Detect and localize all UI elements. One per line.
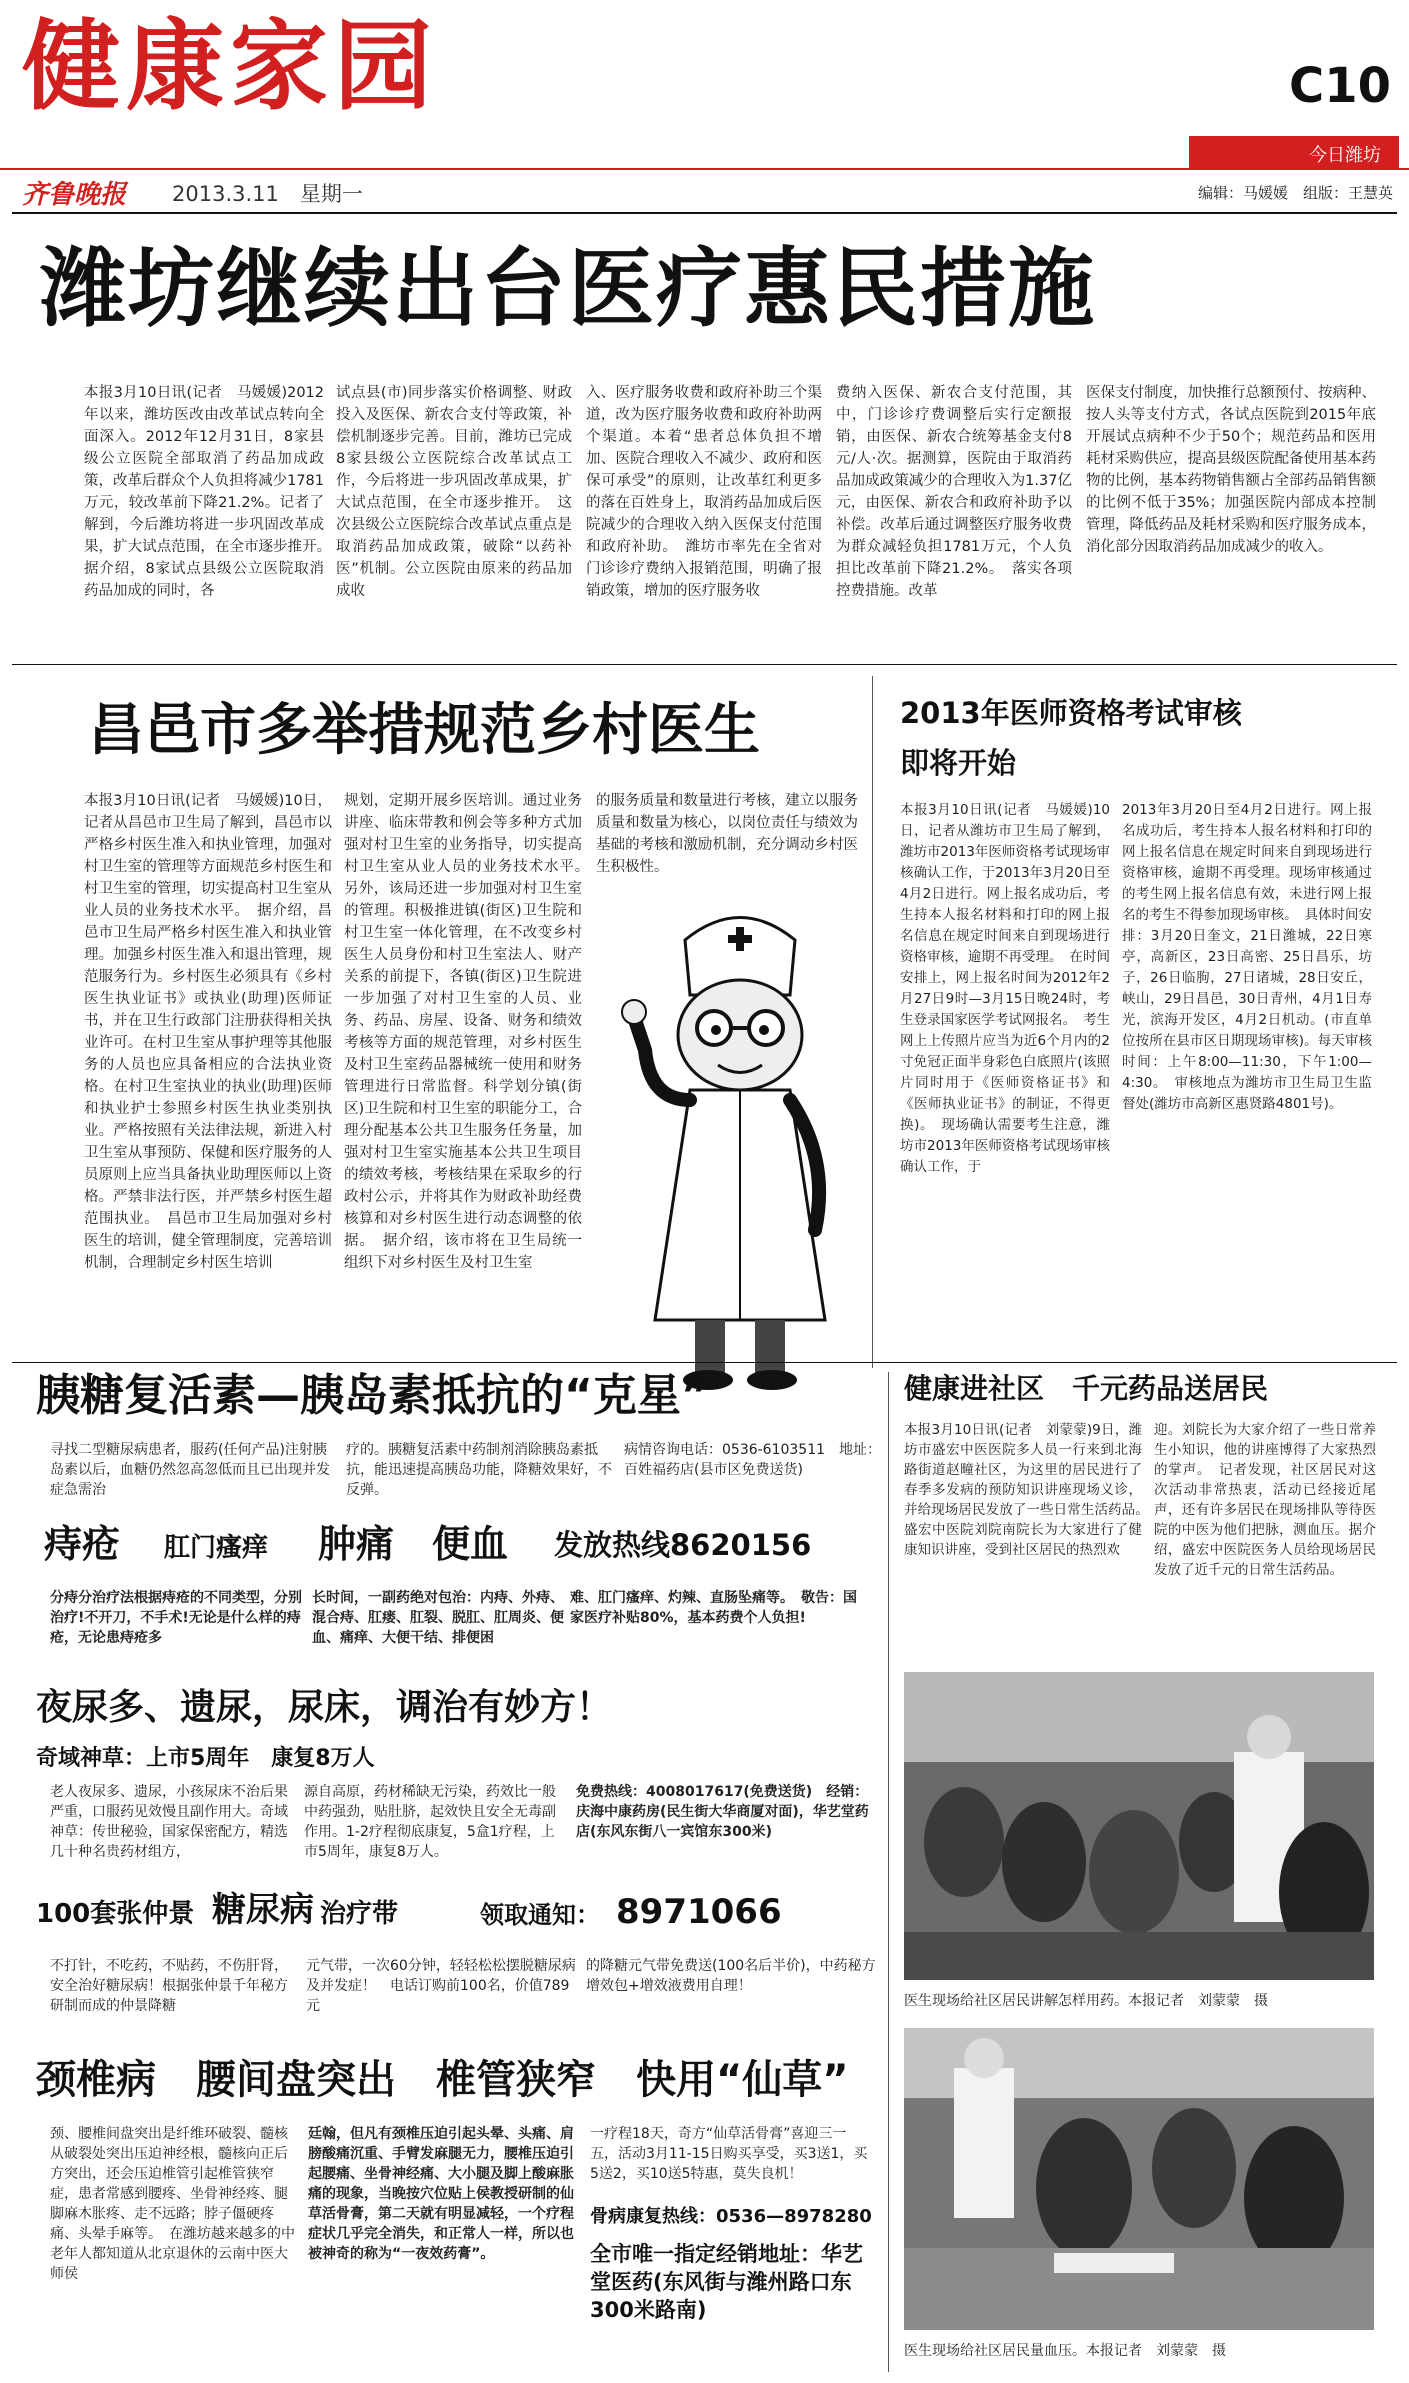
diabetes-ad-keyword: 糖尿病 — [212, 1890, 314, 1930]
exam-headline-line1: 2013年医师资格考试审核 — [900, 696, 1242, 730]
hemorrhoid-ad-term-4: 便血 — [432, 1522, 509, 1566]
community-photo-2-caption: 医生现场给社区居民量血压。本报记者 刘蒙蒙 摄 — [904, 2343, 1226, 2359]
page-number: C10 — [1288, 58, 1391, 114]
hemorrhoid-ad-hotline[interactable]: 发放热线8620156 — [554, 1528, 812, 1562]
nocturia-ad-contact: 免费热线：4008017617(免费送货) 经销：庆海中康药房(民生街大华商厦对面)，华艺堂药店(东风东街八一宾馆东300米) — [576, 1784, 869, 1840]
cervical-ad-headline: 颈椎病 腰间盘突出 椎管狭窄 快用“仙草” — [36, 2057, 849, 2103]
cervical-ad-column-1: 颈、腰椎间盘突出是纤维环破裂、髓核从破裂处突出压迫神经根，髓核向正后方突出，还会压迫椎管引起椎管狭窄症，患者常感到腰疼、坐骨神经疼、腿脚麻木胀疼、走不远路；脖子僵硬疼痛、头晕手麻等。 在潍坊越来越多的中老年人都知道从北京退休的云南中医大师侯 — [50, 2126, 295, 2282]
doctor-cartoon-illustration — [590, 900, 890, 1400]
lead-bottom-rule — [12, 664, 1397, 665]
diabetes-ad-column-1: 不打针，不吃药，不贴药，不伤肝肾，安全治好糖尿病！根据张仲景千年秘方研制而成的仲景降糖 — [50, 1958, 288, 2014]
exam-column-2: 2013年3月20日至4月2日进行。网上报名成功后，考生持本人报名材料和打印的网上报名信息在规定时间来自到现场进行资格审核，逾期不再受理。现场审核通过的考生网上报名信息有效，未进行网上报名的考生不得参加现场审核。 具体时间安排：3月20日奎文，21日潍城，22日寒亭，高新区，23日高密、25日昌乐，坊子，26日临朐，27日诸城，28日安丘，峡山，29日昌邑，30日青州，4月1日寿光，滨海开发区，4月2日机动。(市直单位按所在县市区日期现场审核)。每天审核时间：上午8:00—11:30，下午1:00—4:30。 审核地点为潍坊市卫生局卫生监督处(潍坊市高新区惠贤路4801号)。 — [1122, 802, 1372, 1112]
diabetes-ad-phone[interactable]: 8971066 — [616, 1892, 782, 1932]
hemorrhoid-ad-term-3: 肿痛 — [318, 1522, 395, 1566]
changyi-column-2: 规划，定期开展乡医培训。通过业务讲座、临床带教和例会等多种方式加强对村卫生室的业务指导，切实提高村卫生室从业人员的业务技术水平。 另外，该局还进一步加强对村卫生室的管理。积极推进镇(街区)卫生院和村卫生室一体化管理，在不改变乡村医生人员身份和村卫生室法人、财产关系的前提下，各镇(街区)卫生院进一步加强了对村卫生室的人员、业务、药品、房屋、设备、财务和绩效考核等方面的规范管理，对乡村医生及村卫生室药品器械统一使用和财务管理进行日常监督。科学划分镇(街区)卫生院和村卫生室的职能分工，合理分配基本公共卫生服务任务量，加强对村卫生室实施基本公共卫生项目的绩效考核，考核结果在采取乡的行政村公示，并将其作为财政补助经费核算和对乡村医生进行动态调整的依据。 据介绍，该市将在卫生局统一组织下对乡村医生及村卫生室 — [344, 793, 597, 1271]
nocturia-ad-column-1: 老人夜尿多、遗尿，小孩尿床不治后果严重，口服药见效慢且副作用大。奇域神草：传世秘验，国家保密配方，精选几十种名贵药材组方， — [50, 1784, 288, 1860]
insulin-ad-contact: 病情咨询电话：0536-6103511 地址：百姓福药店(县市区免费送货) — [624, 1442, 882, 1478]
exam-column-1: 本报3月10日讯(记者 马媛媛)10日，记者从潍坊市卫生局了解到，潍坊市2013年医师资格考试现场审核确认工作，于2013年3月20日至4月2日进行。网上报名成功后，考生持本人报名材料和打印的网上报名信息在规定时间来自到现场进行资格审核，逾期不再受理。 在时间安排上，网上报名时间为2012年2月27日9时—3月15日晚24时，考生登录国家医学考试网报名。 考生网上上传照片应当为近6个月内的2寸免冠正面半身彩色白底照片(该照片同时用于《医师资格证书》和《医师执业证书》的制证，不得更换)。 现场确认需要考生注意，潍坊市2013年医师资格考试现场审核确认工作，于 — [900, 802, 1110, 1175]
diabetes-ad-notice-label: 领取通知： — [480, 1901, 600, 1929]
section-tab[interactable]: 今日潍坊 — [1189, 136, 1399, 168]
community-column-1: 本报3月10日讯(记者 刘蒙蒙)9日，潍坊市盛宏中医医院多人员一行来到北海路街道赵疃社区，为这里的居民进行了春季多发病的预防知识讲座现场义诊，并给现场居民发放了一些日常生活药品。 盛宏中医院刘院南院长为大家进行了健康知识讲座，受到社区居民的热烈欢 — [904, 1422, 1156, 1558]
hemorrhoid-ad-term-2: 肛门瘙痒 — [164, 1533, 269, 1563]
community-lecture-photo — [904, 1672, 1374, 1980]
community-photo-2 — [904, 2028, 1374, 2330]
mid-rule — [12, 1362, 1397, 1363]
lead-column-3: 入、医疗服务收费和政府补助三个渠道，改为医疗服务收费和政府补助两个渠道。本着“患者总体负担不增加、医院合理收入不减少、政府和医保可承受”的原则，让改革红利更多的落在百姓身上，取消药品加成后医院减少的合理收入纳入医保支付范围和政府补助。 潍坊市率先在全省对门诊诊疗费纳入报销范围，明确了报销政策，增加的医疗服务收 — [586, 385, 822, 599]
lead-headline: 潍坊继续出台医疗惠民措施 — [40, 239, 1096, 339]
cervical-ad-column-2: 廷翰，但凡有颈椎压迫引起头晕、头痛、肩膀酸痛沉重、手臂发麻腿无力，腰椎压迫引起腰痛、坐骨神经痛、大小腿及脚上酸麻胀痛的现象，当晚按穴位贴上侯教授研制的仙草活骨膏，第二天就有明显减轻，一个疗程症状几乎完全消失，和正常人一样，所以也被神奇的称为“一夜效药膏”。 — [308, 2126, 574, 2262]
cervical-ad-hotline[interactable]: 骨病康复热线：0536—8978280 — [590, 2206, 872, 2227]
hemorrhoid-ad-column-1: 分痔分治疗法根据痔疮的不同类型，分别治疗!不开刀，不手术!无论是什么样的痔疮，无论患痔疮多 — [50, 1590, 302, 1646]
diabetes-ad-suffix: 治疗带 — [320, 1899, 399, 1929]
diabetes-ad-prefix: 100套张仲景 — [36, 1899, 195, 1929]
nocturia-ad-headline: 夜尿多、遗尿，尿床，调治有妙方！ — [36, 1687, 613, 1728]
hemorrhoid-ad-term-1: 痔疮 — [44, 1522, 121, 1566]
community-photo-1 — [904, 1672, 1374, 1980]
issue-date: 2013.3.11 星期一 — [172, 182, 363, 206]
editor-credit: 编辑：马媛媛 组版：王慧英 — [1197, 184, 1393, 202]
masthead-rule — [0, 168, 1409, 170]
community-headline: 健康进社区 千元药品送居民 — [904, 1372, 1269, 1405]
community-photo-1-caption: 医生现场给社区居民讲解怎样用药。本报记者 刘蒙蒙 摄 — [904, 1993, 1268, 2009]
diabetes-ad-column-2: 元气带，一次60分钟，轻轻松松摆脱糖尿病及并发症！ 电话订购前100名，价值789元 — [306, 1958, 576, 2014]
changyi-column-1: 本报3月10日讯(记者 马媛媛)10日，记者从昌邑市卫生局了解到，昌邑市以严格乡村医生准入和执业管理，加强对村卫生室的管理等方面规范乡村医生和村卫生室的管理，切实提高村卫生室从业人员的业务技术水平。 据介绍，昌邑市卫生局严格乡村医生准入和执业管理。加强乡村医生准入和退出管理，规范服务行为。乡村医生必须具有《乡村医生执业证书》或执业(助理)医师证书，并在卫生行政部门注册获得相关执业许可。在村卫生室从事护理等其他服务的人员也应具备相应的合法执业资格。在村卫生室执业的执业(助理)医师和执业护士参照乡村医生执业类别执业。严格按照有关法律法规，新进入村卫生室从事预防、保健和医疗服务的人员原则上应当具备执业助理医师以上资格。严禁非法行医，并严禁乡村医生超范围执业。 昌邑市卫生局加强对乡村医生的培训，健全管理制度，完善培训机制，合理制定乡村医生培训 — [84, 793, 332, 1271]
blood-pressure-photo — [904, 2028, 1374, 2330]
paper-name: 齐鲁晚报 — [22, 180, 127, 210]
changyi-headline: 昌邑市多举措规范乡村医生 — [88, 698, 760, 763]
insulin-ad-column-1: 寻找二型糖尿病患者，服药(任何产品)注射胰岛素以后，血糖仍然忽高忽低而且已出现并发症急需治 — [50, 1442, 330, 1498]
insulin-ad-headline: 胰糖复活素—胰岛素抵抗的“克星” — [36, 1370, 710, 1421]
lead-column-1: 本报3月10日讯(记者 马媛媛)2012年以来，潍坊医改由改革试点转向全面深入。2012年12月31日，8家县级公立医院全部取消了药品加成政策，改革后群众个人负担将减少1781万元，较改革前下降21.2%。记者了解到，今后潍坊将进一步巩固改革成果，扩大试点范围，在全市逐步推开。 据介绍，8家试点县级公立医院取消药品加成的同时，各 — [84, 385, 339, 599]
header-rule — [12, 212, 1397, 214]
hemorrhoid-ad-column-3: 难、肛门瘙痒、灼辣、直肠坠痛等。 敬告：国家医疗补贴80%，基本药费个人负担! — [570, 1590, 857, 1626]
exam-headline-line2: 即将开始 — [900, 746, 1017, 780]
doctor-cartoon — [590, 900, 890, 1400]
cervical-ad-dealer: 全市唯一指定经销地址：华艺堂医药(东风街与潍州路口东300米路南) — [590, 2242, 863, 2322]
right-column-divider — [888, 1372, 889, 2372]
cervical-ad-column-3: 一疗程18天，奇方“仙草活骨膏”喜迎三一五，活动3月11-15日购买享受，买3送1，买5送2，买10送5特惠，莫失良机！ — [590, 2126, 868, 2182]
lead-column-2: 试点县(市)同步落实价格调整、财政投入及医保、新农合支付等政策，补偿机制逐步完善。目前，潍坊已完成8家县级公立医院综合改革试点工作，今后将进一步巩固改革成果，扩大试点范围，在全市逐步推开。 这次县级公立医院综合改革试点重点是取消药品加成政策，破除“以药补医”机制。公立医院由原来的药品加成收 — [336, 385, 572, 599]
hemorrhoid-ad-column-2: 长时间，一副药绝对包治：内痔、外痔、混合痔、肛瘘、肛裂、脱肛、肛周炎、便血、痛痒、大便干结、排便困 — [312, 1590, 564, 1646]
changyi-column-3: 的服务质量和数量进行考核，建立以服务质量和数量为核心，以岗位责任与绩效为基础的考核和激励机制，充分调动乡村医生积极性。 — [596, 793, 858, 875]
insulin-ad-column-2: 疗的。胰糖复活素中药制剂消除胰岛素抵抗，能迅速提高胰岛功能，降糖效果好，不反弹。 — [346, 1442, 612, 1498]
lead-column-4: 费纳入医保、新农合支付范围，其中，门诊诊疗费调整后实行定额报销，由医保、新农合统筹基金支付8元/人·次。据测算，医院由于取消药品加成政策减少的合理收入为1.37亿元，由医保、新农合和政府补助予以补偿。改革后通过调整医疗服务收费为群众减轻负担1781万元，个人负担比改革前下降21.2%。 落实各项控费措施。改革 — [836, 385, 1072, 599]
nocturia-ad-column-2: 源自高原，药材稀缺无污染，药效比一般中药强劲，贴肚脐，起效快且安全无毒副作用。1-2疗程彻底康复，5盒1疗程，上市5周年，康复8万人。 — [304, 1784, 556, 1860]
nocturia-ad-subline: 奇域神草：上市5周年 康复8万人 — [36, 1746, 375, 1771]
section-title: 健康家园 — [22, 10, 439, 124]
column-divider — [872, 676, 873, 1368]
diabetes-ad-column-3: 的降糖元气带免费送(100名后半价)，中药秘方增效包+增效液费用自理！ — [586, 1958, 876, 1994]
lead-column-5: 医保支付制度，加快推行总额预付、按病种、按人头等支付方式，各试点医院到2015年底开展试点病种不少于50个；规范药品和医用耗材采购供应，提高县级医院配备使用基本药物的比例，基本药物销售额占全部药品销售额的比例不低于35%；加强医院内部成本控制管理，降低药品及耗材采购和医疗服务成本，消化部分因取消药品加成减少的收入。 — [1086, 385, 1376, 555]
community-column-2: 迎。刘院长为大家介绍了一些日常养生小知识，他的讲座博得了大家热烈的掌声。 记者发现，社区居民对这次活动非常热衷，活动已经接近尾声，还有许多居民在现场排队等待医院的中医为他们把脉，测血压。据介绍，盛宏中医院医务人员给现场居民发放了近千元的日常生活药品。 — [1154, 1422, 1376, 1578]
